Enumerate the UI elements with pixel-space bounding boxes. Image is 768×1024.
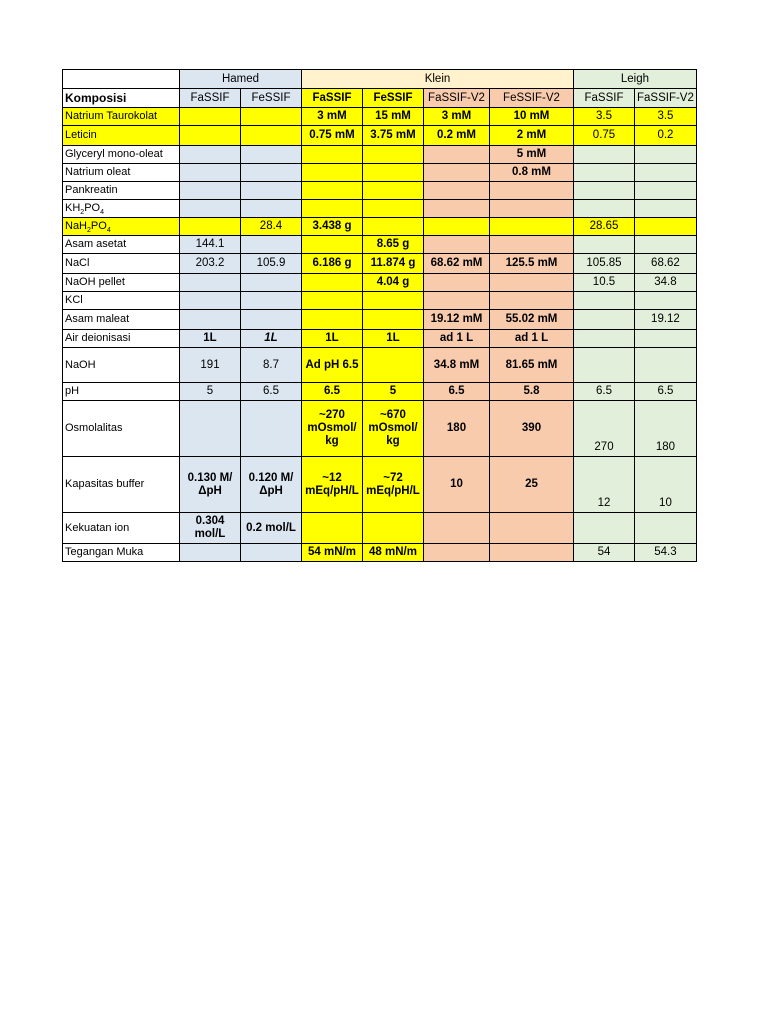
table-row <box>63 182 697 200</box>
table-cell <box>574 164 635 182</box>
table-cell <box>180 310 241 330</box>
column-header: FaSSIF <box>180 89 241 108</box>
table-cell <box>363 513 424 544</box>
table-cell: Ad pH 6.5 <box>302 348 363 383</box>
table-cell <box>424 200 490 218</box>
table-cell <box>302 200 363 218</box>
table-cell: 191 <box>180 348 241 383</box>
table-cell <box>490 544 574 562</box>
table-cell <box>490 292 574 310</box>
table-cell: 81.65 mM <box>490 348 574 383</box>
table-cell <box>490 218 574 236</box>
table-cell <box>574 513 635 544</box>
table-cell <box>363 146 424 164</box>
table-cell <box>635 330 697 348</box>
group-header-row <box>63 70 697 89</box>
table-cell <box>635 513 697 544</box>
row-label-naoh: NaOH <box>63 348 180 383</box>
table-cell <box>180 401 241 457</box>
table-row <box>63 383 697 401</box>
table-cell <box>574 146 635 164</box>
table-cell: 203.2 <box>180 254 241 274</box>
table-cell: ~670 mOsmol/ kg <box>363 401 424 457</box>
table-cell: 3 mM <box>302 108 363 126</box>
table-cell: 6.5 <box>635 383 697 401</box>
table-cell: 125.5 mM <box>490 254 574 274</box>
table-cell: 19.12 <box>635 310 697 330</box>
group-header-hamed: Hamed <box>180 70 302 89</box>
table-cell <box>302 292 363 310</box>
table-cell <box>574 310 635 330</box>
table-cell <box>180 274 241 292</box>
table-cell: 25 <box>490 457 574 513</box>
table-row <box>63 292 697 310</box>
table-cell <box>363 182 424 200</box>
table-cell: 54.3 <box>635 544 697 562</box>
table-cell <box>302 146 363 164</box>
table-cell: 68.62 mM <box>424 254 490 274</box>
table-cell <box>490 513 574 544</box>
column-header: FaSSIF-V2 <box>424 89 490 108</box>
table-cell: 28.4 <box>241 218 302 236</box>
row-label-pankreatin: Pankreatin <box>63 182 180 200</box>
header-label: Komposisi <box>63 89 180 108</box>
row-label-ph: pH <box>63 383 180 401</box>
table-cell <box>180 126 241 146</box>
table-cell: 48 mN/m <box>363 544 424 562</box>
table-cell <box>424 236 490 254</box>
table-cell: 0.304 mol/L <box>180 513 241 544</box>
table-cell <box>241 401 302 457</box>
table-cell: 1L <box>363 330 424 348</box>
table-cell: 15 mM <box>363 108 424 126</box>
table-cell <box>180 146 241 164</box>
table-cell: 11.874 g <box>363 254 424 274</box>
table-cell <box>302 236 363 254</box>
table-cell <box>635 218 697 236</box>
column-header-row <box>63 89 697 108</box>
table-row <box>63 348 697 383</box>
table-cell: 0.2 mol/L <box>241 513 302 544</box>
row-label-natrium-oleat: Natrium oleat <box>63 164 180 182</box>
row-label-osmolalitas: Osmolalitas <box>63 401 180 457</box>
table-cell: 1L <box>302 330 363 348</box>
column-header: FeSSIF-V2 <box>490 89 574 108</box>
table-cell <box>574 200 635 218</box>
table-cell: 6.5 <box>302 383 363 401</box>
table-cell: 5 <box>180 383 241 401</box>
table-cell <box>180 292 241 310</box>
table-cell <box>574 182 635 200</box>
table-cell: 2 mM <box>490 126 574 146</box>
table-cell <box>180 182 241 200</box>
table-cell: 0.75 mM <box>302 126 363 146</box>
composition-table <box>62 69 697 562</box>
table-cell <box>424 218 490 236</box>
column-header: FeSSIF <box>241 89 302 108</box>
table-cell: 3.5 <box>635 108 697 126</box>
table-row <box>63 200 697 218</box>
table-cell: 34.8 <box>635 274 697 292</box>
table-cell <box>363 310 424 330</box>
table-cell <box>241 108 302 126</box>
table-cell <box>241 164 302 182</box>
table-cell: 10.5 <box>574 274 635 292</box>
table-cell: 19.12 mM <box>424 310 490 330</box>
table-cell <box>302 182 363 200</box>
table-cell: 0.2 mM <box>424 126 490 146</box>
table-cell: ~270 mOsmol/ kg <box>302 401 363 457</box>
table-cell: 180 <box>635 401 697 457</box>
table-cell: 8.7 <box>241 348 302 383</box>
table-cell <box>363 164 424 182</box>
table-cell <box>635 146 697 164</box>
table-cell <box>424 274 490 292</box>
table-cell: 34.8 mM <box>424 348 490 383</box>
table-cell: 54 mN/m <box>302 544 363 562</box>
table-cell <box>302 274 363 292</box>
table-cell <box>302 513 363 544</box>
table-cell: ~72 mEq/pH/L <box>363 457 424 513</box>
table-cell <box>490 236 574 254</box>
column-header: FaSSIF <box>574 89 635 108</box>
table-cell <box>574 348 635 383</box>
row-label-kcl: KCl <box>63 292 180 310</box>
table-cell <box>635 236 697 254</box>
table-cell: 0.8 mM <box>490 164 574 182</box>
table-row <box>63 513 697 544</box>
table-cell <box>363 292 424 310</box>
table-cell <box>302 164 363 182</box>
table-cell: 10 mM <box>490 108 574 126</box>
table-cell: 1L <box>180 330 241 348</box>
table-cell: 10 <box>424 457 490 513</box>
table-cell <box>424 292 490 310</box>
table-cell <box>241 236 302 254</box>
table-cell: 6.5 <box>424 383 490 401</box>
table-cell <box>490 274 574 292</box>
table-cell: 105.9 <box>241 254 302 274</box>
row-label-kekuatan: Kekuatan ion <box>63 513 180 544</box>
table-cell: 5 <box>363 383 424 401</box>
table-cell: 55.02 mM <box>490 310 574 330</box>
table-cell: 0.120 M/ΔpH <box>241 457 302 513</box>
table-cell <box>180 218 241 236</box>
table-cell <box>424 146 490 164</box>
table-cell: 5.8 <box>490 383 574 401</box>
table-cell: 28.65 <box>574 218 635 236</box>
table-cell <box>241 146 302 164</box>
table-row <box>63 164 697 182</box>
row-label-glyceryl: Glyceryl mono-oleat <box>63 146 180 164</box>
table-cell: 6.5 <box>241 383 302 401</box>
table-cell: 6.5 <box>574 383 635 401</box>
row-label-part: PO <box>84 202 101 214</box>
table-cell: 3.438 g <box>302 218 363 236</box>
table-cell: ~12 mEq/pH/L <box>302 457 363 513</box>
table-cell: 10 <box>635 457 697 513</box>
table-cell: 180 <box>424 401 490 457</box>
table-cell: 68.62 <box>635 254 697 274</box>
row-label-nacl: NaCl <box>63 254 180 274</box>
table-cell <box>574 292 635 310</box>
table-cell: 3.75 mM <box>363 126 424 146</box>
table-cell <box>635 164 697 182</box>
table-row <box>63 146 697 164</box>
table-cell: 54 <box>574 544 635 562</box>
table-cell <box>635 200 697 218</box>
row-label-part: KH <box>65 202 81 214</box>
table-cell <box>363 218 424 236</box>
row-label-naoh-pellet: NaOH pellet <box>63 274 180 292</box>
table-row <box>63 236 697 254</box>
column-header: FeSSIF <box>363 89 424 108</box>
table-cell <box>635 182 697 200</box>
table-cell <box>490 200 574 218</box>
table-cell <box>302 310 363 330</box>
table-cell: 5 mM <box>490 146 574 164</box>
row-label-asam-maleat: Asam maleat <box>63 310 180 330</box>
table-cell <box>574 330 635 348</box>
table-row <box>63 218 697 236</box>
row-label-leticin: Leticin <box>63 126 180 146</box>
table-cell: 105.85 <box>574 254 635 274</box>
row-label-kh2po4 <box>63 200 180 218</box>
row-label-air: Air deionisasi <box>63 330 180 348</box>
table-cell <box>635 348 697 383</box>
table-cell <box>424 544 490 562</box>
row-label-tegangan: Tegangan Muka <box>63 544 180 562</box>
table-row <box>63 401 697 457</box>
table-cell: 1L <box>241 330 302 348</box>
row-label-part: 2 <box>80 209 85 217</box>
column-header: FaSSIF-V2 <box>635 89 697 108</box>
row-label-part: 4 <box>106 227 111 235</box>
table-cell <box>363 200 424 218</box>
table-row <box>63 544 697 562</box>
table-row <box>63 274 697 292</box>
table-cell <box>180 164 241 182</box>
table-cell <box>363 348 424 383</box>
table-cell: ad 1 L <box>424 330 490 348</box>
table-cell: 3 mM <box>424 108 490 126</box>
table-cell <box>180 200 241 218</box>
table-cell: 8.65 g <box>363 236 424 254</box>
table-cell <box>574 236 635 254</box>
table-cell: 0.75 <box>574 126 635 146</box>
table-body <box>63 70 697 562</box>
table-cell: 4.04 g <box>363 274 424 292</box>
table-cell <box>180 108 241 126</box>
table-cell <box>241 182 302 200</box>
group-header-klein: Klein <box>302 70 574 89</box>
table-row <box>63 457 697 513</box>
header-corner-cell <box>63 70 180 89</box>
table-cell <box>424 182 490 200</box>
table-cell: 270 <box>574 401 635 457</box>
table-cell: 0.2 <box>635 126 697 146</box>
table-cell: 0.130 M/ΔpH <box>180 457 241 513</box>
table-cell <box>241 292 302 310</box>
row-label-kapasitas: Kapasitas buffer <box>63 457 180 513</box>
table-cell: ad 1 L <box>490 330 574 348</box>
table-row <box>63 254 697 274</box>
row-label-natrium-taurokolat: Natrium Taurokolat <box>63 108 180 126</box>
row-label-asam-asetat: Asam asetat <box>63 236 180 254</box>
table-cell <box>241 544 302 562</box>
table-cell <box>424 513 490 544</box>
table-cell <box>241 310 302 330</box>
table-cell <box>180 544 241 562</box>
table-cell <box>424 164 490 182</box>
table-row <box>63 126 697 146</box>
table-cell <box>241 200 302 218</box>
table-cell: 3.5 <box>574 108 635 126</box>
table-cell: 6.186 g <box>302 254 363 274</box>
table-row <box>63 330 697 348</box>
table-row <box>63 108 697 126</box>
row-label-part: NaH <box>65 220 88 232</box>
table-cell: 390 <box>490 401 574 457</box>
row-label-part: 2 <box>87 227 91 235</box>
table-cell <box>241 126 302 146</box>
table-cell: 12 <box>574 457 635 513</box>
row-label-part: PO <box>90 220 107 232</box>
table-cell <box>490 182 574 200</box>
table-cell: 144.1 <box>180 236 241 254</box>
table-cell <box>241 274 302 292</box>
row-label-nah2po4 <box>63 218 180 236</box>
group-header-leigh: Leigh <box>574 70 697 89</box>
table-cell <box>635 292 697 310</box>
table-row <box>63 310 697 330</box>
row-label-part: 4 <box>100 209 104 217</box>
column-header: FaSSIF <box>302 89 363 108</box>
